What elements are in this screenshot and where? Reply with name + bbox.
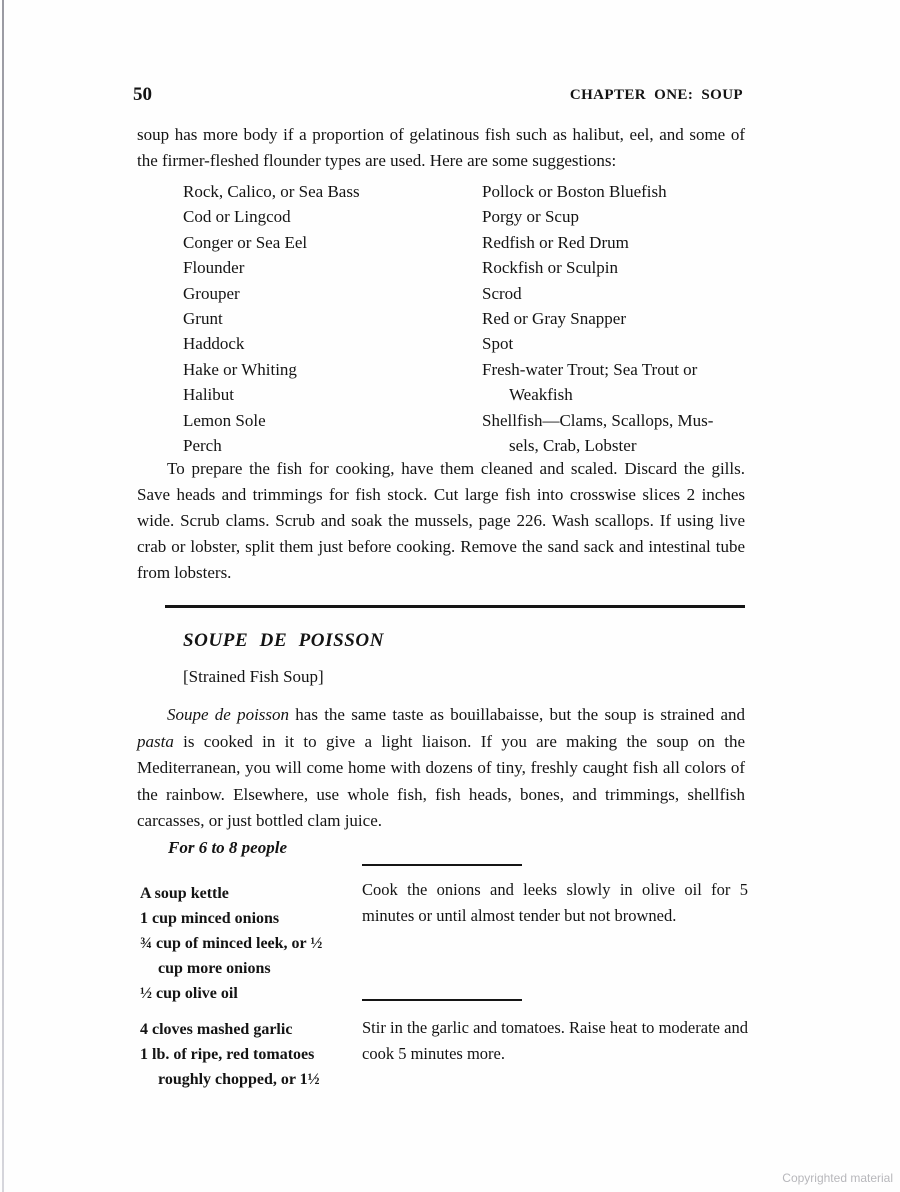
ingredient-line: A soup kettle [140, 885, 229, 902]
fish-column-right [482, 179, 745, 458]
fish-list-item: Flounder [183, 258, 245, 278]
fish-list-item: Rock, Calico, or Sea Bass [183, 182, 360, 201]
ingredient-line: ½ cup olive oil [140, 985, 238, 1002]
fish-list-item: Lemon Sole [183, 410, 266, 430]
fish-list-item: Halibut [183, 385, 234, 405]
fish-list-item: Fresh-water Trout; Sea Trout or [482, 359, 698, 379]
recipe-yield: For 6 to 8 people [168, 838, 287, 857]
fish-list-item: Cod or Lingcod [183, 207, 291, 227]
fish-list-item: sels, Crab, Lobster [509, 436, 637, 456]
fish-column-left [183, 179, 482, 458]
page-number: 50 [133, 84, 152, 105]
fish-list-item: Weakfish [509, 385, 573, 405]
fish-list-item: Grunt [183, 309, 223, 329]
recipe-subtitle: [Strained Fish Soup] [183, 667, 324, 686]
copyright-watermark: Copyrighted material [782, 1171, 893, 1185]
step-2-instruction: Stir in the garlic and tomatoes. Raise heat to moderate and cook 5 minutes more. [362, 1018, 748, 1063]
fish-suggestions-list [183, 179, 745, 458]
fish-list-item: Perch [183, 436, 222, 456]
text-segment: Soupe de poisson [167, 705, 290, 724]
fish-list-item: Haddock [183, 334, 245, 354]
step-2-ingredients [140, 1017, 362, 1092]
fish-list-item: Conger or Sea Eel [183, 232, 308, 252]
recipe-description [137, 702, 745, 835]
scan-edge-line [2, 0, 4, 1192]
ingredient-line: cup more onions [158, 960, 271, 977]
fish-list-item: Red or Gray Snapper [482, 309, 626, 329]
ingredient-line: 1 cup minced onions [140, 910, 280, 927]
ingredient-line: 4 cloves mashed garlic [140, 1021, 293, 1038]
section-divider-rule [165, 605, 745, 608]
fish-list-item: Pollock or Boston Bluefish [482, 182, 667, 201]
fish-list-item: Spot [482, 334, 514, 354]
prep-paragraph: To prepare the fish for cooking, have them cleaned and scaled. Discard the gills. Save heads and trimmings for fish stock. Cut large fish into crosswise slices 2 inches wide. Scrub clams. Scrub and soak the mussels, page 226. Wash scallops. If using live crab or lobster, split them just before cooking. Remove the sand sack and intestinal tube from lobsters. [137, 459, 745, 582]
intro-paragraph: soup has more body if a proportion of gelatinous fish such as halibut, eel, and some of the firmer-fleshed flounder types are used. Here are some suggestions: [137, 125, 745, 170]
recipe-title: SOUPE DE POISSON [183, 630, 385, 651]
ingredient-line: roughly chopped, or 1½ [158, 1071, 320, 1088]
step-divider-2 [362, 999, 522, 1001]
fish-list-item: Grouper [183, 283, 240, 303]
fish-list-item: Porgy or Scup [482, 207, 579, 227]
text-segment: has the same taste as bouillabaisse, but the soup is strained and [289, 705, 745, 724]
step-1-instruction: Cook the onions and leeks slowly in olive oil for 5 minutes or until almost tender but not browned. [362, 880, 748, 925]
step-1-ingredients [140, 881, 362, 1006]
fish-list-item: Redfish or Red Drum [482, 232, 629, 252]
ingredient-line: 1 lb. of ripe, red tomatoes [140, 1046, 315, 1063]
fish-list-item: Hake or Whiting [183, 359, 297, 379]
text-segment: pasta [137, 731, 174, 751]
fish-list-item: Scrod [482, 283, 522, 303]
step-divider-1 [362, 864, 522, 866]
ingredient-line: ¾ cup of minced leek, or ½ [140, 935, 323, 952]
fish-list-item: Rockfish or Sculpin [482, 258, 618, 278]
text-segment: is cooked in it to give a light liaison. If you are making the soup on the Mediterranean, you will come home with dozens of tiny, freshly caught fish all colors of the rainbow. Elsewhere, use whole fish, fish heads, bones, and trimmings, shellfish carcasses, or just bottled clam juice. [137, 731, 745, 830]
fish-list-item: Shellfish—Clams, Scallops, Mus- [482, 410, 714, 430]
running-header: CHAPTER ONE: SOUP [569, 87, 743, 103]
